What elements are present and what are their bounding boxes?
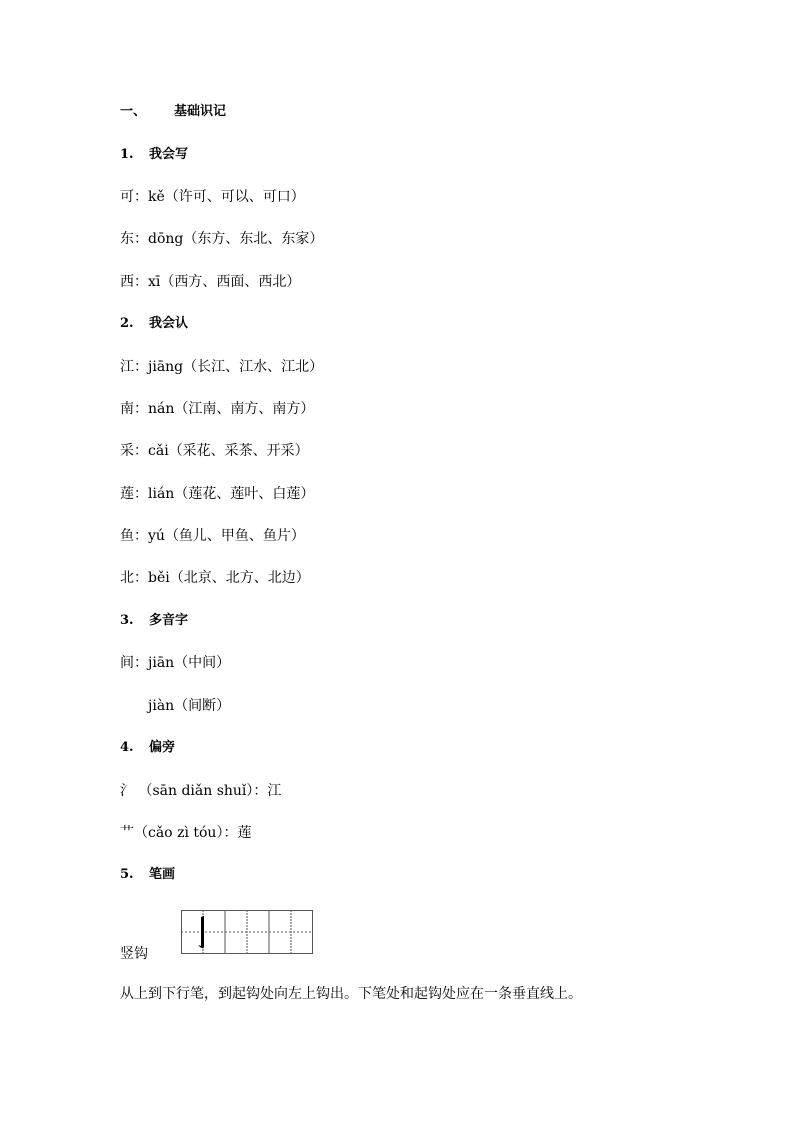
section-title: 笔画 bbox=[149, 867, 176, 882]
section-heading-strokes bbox=[120, 866, 175, 884]
entry-pinyin: nán bbox=[148, 401, 175, 417]
stroke-description: 从上到下行笔，到起钩处向左上钩出。下笔处和起钩处应在一条垂直线上。 bbox=[120, 986, 582, 1002]
polyphone-entry: 间：jiān（中间） bbox=[120, 655, 231, 671]
entry-pinyin: lián bbox=[148, 486, 175, 502]
section-number: 5. bbox=[120, 867, 134, 882]
entry-words: （鱼儿、甲鱼、鱼片） bbox=[164, 528, 305, 544]
section-heading-write bbox=[120, 146, 188, 164]
entry-pinyin: yú bbox=[148, 528, 165, 544]
stroke-practice-grid bbox=[181, 910, 313, 954]
entry-pinyin: cǎi bbox=[148, 443, 169, 459]
recognize-entry: 南：nán（江南、南方、南方） bbox=[120, 401, 315, 417]
polyphone-reading: jiàn（间断） bbox=[148, 698, 231, 714]
recognize-entry: 江：jiāng（长江、江水、江北） bbox=[120, 359, 324, 375]
radical-entry bbox=[120, 824, 251, 842]
recognize-entry: 鱼：yú（鱼儿、甲鱼、鱼片） bbox=[120, 528, 305, 544]
section-heading-basics bbox=[120, 103, 226, 121]
section-title: 我会写 bbox=[149, 147, 189, 162]
entry-char: 东 bbox=[120, 231, 134, 247]
stroke-name: 竖钩 bbox=[120, 946, 148, 962]
entry-char: 可 bbox=[120, 189, 134, 205]
entry-words: （长江、江水、江北） bbox=[183, 359, 324, 375]
recognize-entry: 莲：lián（莲花、莲叶、白莲） bbox=[120, 486, 315, 502]
section-heading-polyphone bbox=[120, 612, 188, 630]
entry-words: （采花、采茶、开采） bbox=[168, 443, 309, 459]
section-number: 4. bbox=[120, 740, 134, 755]
radical-text: （sān diǎn shuǐ）：江 bbox=[138, 783, 282, 799]
entry-words: （西方、西面、西北） bbox=[160, 274, 301, 290]
radical-text: （cǎo zì tóu）：莲 bbox=[134, 825, 252, 841]
entry-char: 江 bbox=[120, 359, 134, 375]
section-title: 我会认 bbox=[149, 316, 189, 331]
radical-glyph: 艹 bbox=[120, 825, 134, 841]
section-number: 一、 bbox=[120, 104, 147, 119]
entry-char: 西 bbox=[120, 274, 134, 290]
section-title: 偏旁 bbox=[149, 740, 176, 755]
entry-char: 采 bbox=[120, 443, 134, 459]
recognize-entry: 北：běi（北京、北方、北边） bbox=[120, 570, 310, 586]
recognize-entry: 采：cǎi（采花、采茶、开采） bbox=[120, 443, 309, 459]
entry-char: 南 bbox=[120, 401, 134, 417]
entry-pinyin: běi bbox=[148, 570, 170, 586]
radical-entry bbox=[120, 782, 281, 800]
entry-words: （莲花、莲叶、白莲） bbox=[174, 486, 315, 502]
section-number: 2. bbox=[120, 316, 134, 331]
entry-char: 莲 bbox=[120, 486, 134, 502]
section-number: 3. bbox=[120, 613, 134, 628]
entry-pinyin: xī bbox=[148, 274, 161, 290]
entry-pinyin: jiāng bbox=[148, 359, 184, 375]
write-entry: 可：kě（许可、可以、可口） bbox=[120, 189, 305, 205]
write-entry: 东：dōng（东方、东北、东家） bbox=[120, 231, 324, 247]
entry-pinyin: dōng bbox=[148, 231, 184, 247]
entry-words: （北京、北方、北边） bbox=[169, 570, 310, 586]
radical-glyph: 氵 bbox=[120, 783, 134, 799]
section-title: 基础识记 bbox=[174, 104, 227, 119]
entry-pinyin: kě bbox=[148, 189, 165, 205]
entry-words: （许可、可以、可口） bbox=[164, 189, 305, 205]
section-heading-radicals bbox=[120, 739, 175, 757]
section-number: 1. bbox=[120, 147, 134, 162]
polyphone-entry-alt bbox=[148, 697, 230, 715]
entry-words: （东方、东北、东家） bbox=[183, 231, 324, 247]
polyphone-char: 间 bbox=[120, 655, 134, 671]
stroke-grid-svg bbox=[181, 910, 313, 954]
section-title: 多音字 bbox=[149, 613, 189, 628]
polyphone-reading: jiān（中间） bbox=[148, 655, 231, 671]
entry-char: 北 bbox=[120, 570, 134, 586]
write-entry: 西：xī（西方、西面、西北） bbox=[120, 274, 301, 290]
section-heading-recognize bbox=[120, 315, 188, 333]
entry-char: 鱼 bbox=[120, 528, 134, 544]
entry-words: （江南、南方、南方） bbox=[174, 401, 315, 417]
